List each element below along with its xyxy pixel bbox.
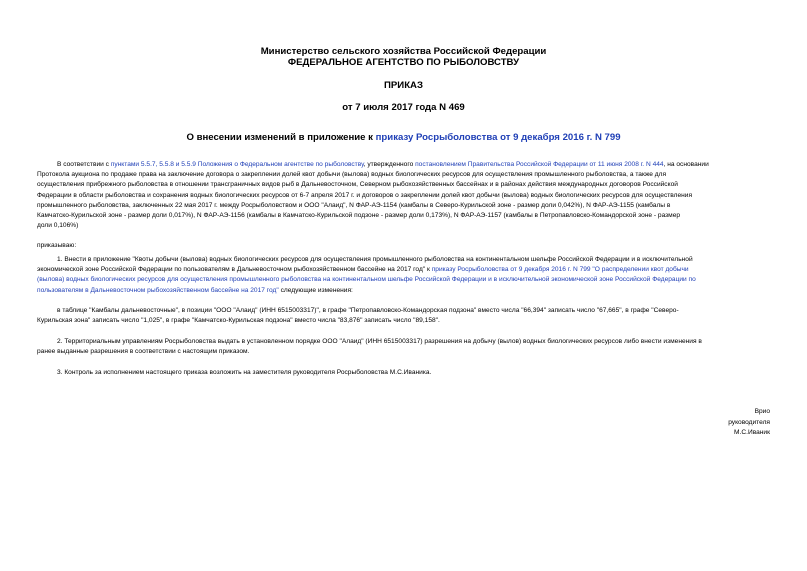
link-regulation-points[interactable]: пунктами 5.5.7, 5.5.8 и 5.5.9 Положения о Федеральном агентстве по рыболовству (110, 161, 364, 168)
paragraph-preamble (37, 160, 770, 231)
order-word-text: приказываю: (37, 242, 77, 249)
preamble-lead: В соответствии с (57, 161, 111, 168)
title-prefix: О внесении изменений в приложение к (186, 132, 376, 143)
item2-line-1: 2. Территориальным управлениям Росрыболовства выдать в установленном порядке ООО "Алаид" (ИНН 6515003317) разрешения на добычу (вылов) водных биологических ресурсов либо внести изменения в (57, 338, 702, 345)
order-word (37, 241, 770, 251)
title-link[interactable]: приказу Росрыболовства от 9 декабря 2016 г. N 799 (375, 132, 621, 143)
preamble-line-3: осуществления прибрежного рыболовства в отношении трансграничных видов рыб в Дальневосточном, Северном рыбохозяйственных бассейнах и в районах действия международных договоров Российской (37, 181, 678, 189)
preamble-line-7: доли 0,106%) (37, 222, 79, 230)
table-change-line-1: в таблице "Камбалы дальневосточные", в позиции "ООО "Алаид" (ИНН 6515003317)", в графе "Петропавловско-Командорская подзона" вместо числа "66,394" записать число "67,665", в графе "Северо- (57, 307, 679, 314)
preamble-line-5: промышленного рыболовства, заключенных 22 мая 2017 г. между Росрыболовством и ООО "Алаид", N ФАР-АЭ-1154 (камбалы в Северо-Курильской зоне - размер доли 0,042%), N ФАР-АЭ-1155 (камбалы в (37, 201, 671, 209)
paragraph-table-change (37, 306, 770, 326)
signature-name: М.С.Иваник (734, 429, 770, 436)
signature-title-2: руководителя (728, 418, 770, 426)
link-government-decree[interactable]: постановлением Правительства Российской Федерации от 11 июня 2008 г. N 444 (415, 161, 664, 168)
link-order-799-title-end[interactable]: пользователям в Дальневосточном рыбохозяйственном бассейне на 2017 год" (37, 286, 279, 294)
preamble-mid: , утвержденного (363, 161, 416, 168)
link-order-799-title-cont[interactable]: (вылова) водных биологических ресурсов для осуществления промышленного рыболовства на континентальном шельфе Российской Федерации и в исключительной экономической зоне Российской Федерации по (37, 276, 696, 284)
item1-line-1: 1. Внести в приложение "Квоты добычи (вылова) водных биологических ресурсов для осуществления промышленного рыболовства на континентальном шельфе Российской Федерации и в исключительной (57, 256, 693, 263)
item3-line-1: 3. Контроль за исполнением настоящего приказа возложить на заместителя руководителя Росрыболовства М.С.Иваника. (57, 369, 432, 376)
paragraph-item-3 (37, 368, 770, 378)
paragraph-item-1 (37, 255, 770, 296)
link-order-799-title[interactable]: "О распределении квот добычи (590, 266, 689, 274)
doc-type-heading: ПРИКАЗ (384, 80, 423, 91)
link-order-799[interactable]: приказу Росрыболовства от 9 декабря 2016 г. N 799 (431, 266, 591, 274)
item2-line-2: ранее выданные разрешения в соответствии с настоящим приказом. (37, 348, 250, 356)
table-change-line-2: Курильская зона" записать число "1,025", в графе "Камчатско-Курильская подзона" вместо числа "83,876" записать число "89,158". (37, 317, 440, 325)
paragraph-item-2 (37, 337, 770, 357)
preamble-line-6: Камчатско-Курильской зоне - размер доли 0,017%), N ФАР-АЭ-1156 (камбалы в Камчатско-Курильской подзоне - размер доли 0,173%), N ФАР-АЭ-1157 (камбалы в Петропавловско-Командорской зоне - размер (37, 212, 681, 220)
document-title (0, 132, 807, 143)
agency-heading: ФЕДЕРАЛЬНОЕ АГЕНТСТВО ПО РЫБОЛОВСТВУ (287, 57, 520, 68)
preamble-tail: , на основании (663, 161, 709, 168)
signature-title-1: Врио (754, 408, 770, 415)
signature-block (728, 407, 770, 439)
ministry-heading: Министерство сельского хозяйства Российской Федерации (260, 46, 547, 57)
date-number: от 7 июля 2017 года N 469 (342, 102, 465, 113)
preamble-line-4: Федерации в области рыболовства и сохранения водных биологических ресурсов от 6-7 апреля 2017 г. и договоров о закреплении долей квот добычи (вылова) водных биологических ресурсов для осуществления (37, 191, 693, 199)
item1-line-4-tail: следующие изменения: (278, 286, 353, 294)
preamble-line-2: Протокола аукциона по продаже права на заключение договора о закреплении долей квот добычи (вылова) водных биологических ресурсов для осуществления промышленного рыболовства, а также для (37, 171, 667, 179)
item1-line-2-lead: экономической зоне Российской Федерации по пользователям в Дальневосточном рыбохозяйственном бассейне на 2017 год" к (37, 266, 432, 274)
